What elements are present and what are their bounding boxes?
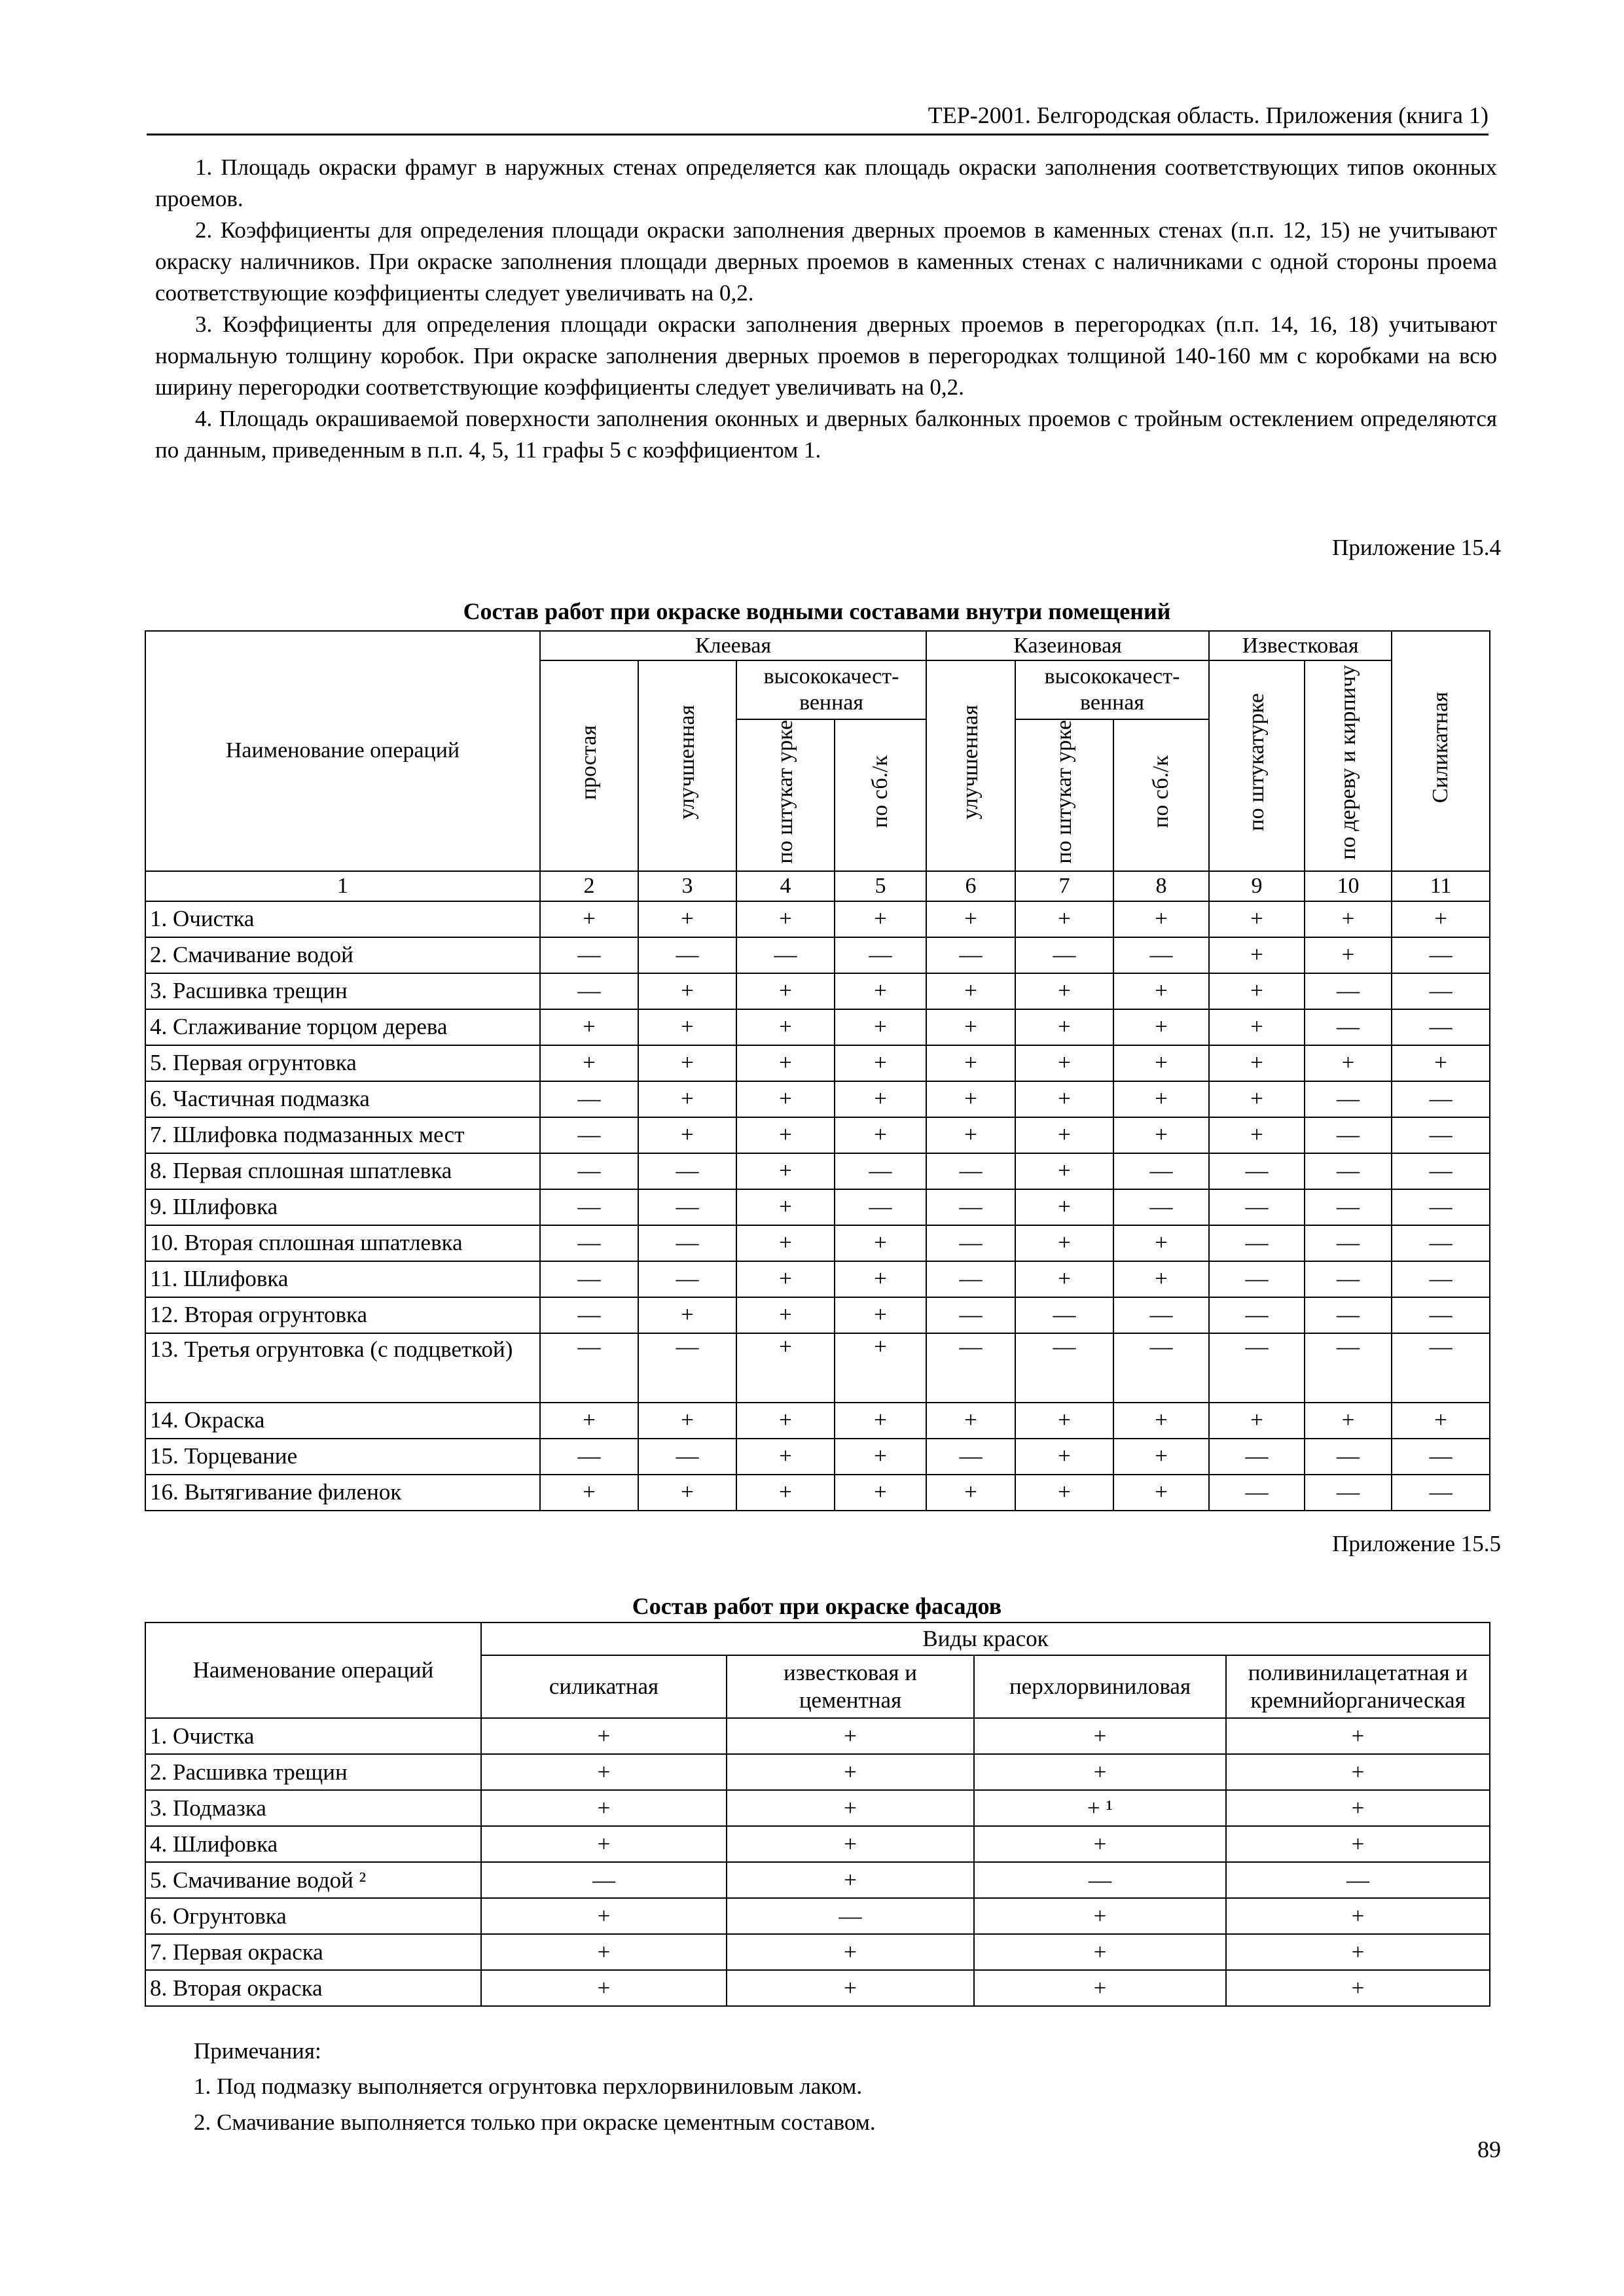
table-cell: + [727, 1790, 974, 1826]
table-cell: + [1113, 1117, 1209, 1153]
table-cell: + [1113, 1261, 1209, 1297]
col-number: 8 [1113, 871, 1209, 901]
footnotes-title: Примечания: [194, 2038, 321, 2064]
table-cell: + [1113, 1009, 1209, 1045]
table-cell: + [736, 1225, 835, 1261]
table-cell: — [1209, 1225, 1305, 1261]
table-cell: + [835, 1117, 926, 1153]
table-cell: + [540, 1009, 638, 1045]
appendix-label: Приложение 15.4 [1332, 535, 1501, 560]
table-cell: + [481, 1826, 727, 1862]
col-head-operation: Наименование операций [145, 631, 540, 871]
table-cell: + [736, 1333, 835, 1403]
col-number: 4 [736, 871, 835, 901]
table-cell: + [1015, 1261, 1113, 1297]
table-cell: + [1226, 1754, 1490, 1790]
operation-name: 2. Смачивание водой [145, 937, 540, 973]
operation-name: 4. Сглаживание торцом дерева [145, 1009, 540, 1045]
operation-name: 1. Очистка [145, 901, 540, 937]
table-cell: — [1392, 973, 1490, 1009]
col-head-silikat: Силикатная [1392, 631, 1490, 871]
table-row [145, 1261, 1490, 1297]
table-cell: + [835, 1045, 926, 1081]
table-cell: + [1305, 1045, 1392, 1081]
table-cell: — [540, 973, 638, 1009]
table-cell: — [1305, 1153, 1392, 1189]
table-cell: — [1392, 1475, 1490, 1511]
table-cell: — [1392, 1153, 1490, 1189]
table-cell: + [1113, 973, 1209, 1009]
table-row [145, 937, 1490, 973]
col-head-perhlor: перхлорвиниловая [974, 1655, 1226, 1718]
col-head-hq: высококачест-венная [1015, 660, 1209, 719]
table-cell: + [481, 1934, 727, 1970]
table-cell: + [1015, 1153, 1113, 1189]
table-cell: + [1209, 1045, 1305, 1081]
table-row [145, 1297, 1490, 1333]
col-number: 10 [1305, 871, 1392, 901]
operation-name: 3. Подмазка [145, 1790, 481, 1826]
table-cell: + [1226, 1826, 1490, 1862]
table-cell: — [1113, 1189, 1209, 1225]
table-cell: + [1392, 1403, 1490, 1439]
col-head-kazein: Казеиновая [926, 631, 1209, 660]
column-numbers-row [145, 871, 1490, 901]
col-head-silikat: силикатная [481, 1655, 727, 1718]
col-head-prostaya: простая [540, 660, 638, 871]
table-cell: + [1209, 973, 1305, 1009]
table-cell: + [1113, 901, 1209, 937]
col-number: 2 [540, 871, 638, 901]
table-cell: — [540, 1225, 638, 1261]
table-row [145, 1189, 1490, 1225]
table-cell: — [1305, 1081, 1392, 1117]
table-cell: + [835, 1403, 926, 1439]
table-row [145, 1898, 1490, 1934]
table-row [145, 1333, 1490, 1403]
table-cell: + [736, 1009, 835, 1045]
table-cell: + [1226, 1718, 1490, 1754]
table-cell: + [1226, 1934, 1490, 1970]
table-cell: + [638, 1117, 736, 1153]
table-row [145, 1790, 1490, 1826]
interior-works-table [145, 630, 1490, 1511]
table-cell: + [638, 1297, 736, 1333]
table-cell: + [1113, 1045, 1209, 1081]
col-number: 5 [835, 871, 926, 901]
table-cell: — [926, 1153, 1015, 1189]
table-cell: — [1209, 1333, 1305, 1403]
table-cell: — [926, 1225, 1015, 1261]
table-cell: — [1015, 1333, 1113, 1403]
table-cell: + [926, 1009, 1015, 1045]
operation-name: 1. Очистка [145, 1718, 481, 1754]
table-cell: — [1392, 1261, 1490, 1297]
col-head-operation: Наименование операций [145, 1623, 481, 1718]
page-number: 89 [1477, 2136, 1501, 2162]
table-cell: + [736, 1439, 835, 1475]
table-cell: — [1226, 1862, 1490, 1898]
table-row [145, 1439, 1490, 1475]
table-cell: + [736, 1261, 835, 1297]
col-head-izvest: Известковая [1209, 631, 1392, 660]
table-title: Состав работ при окраске водными составами внутри помещений [463, 598, 1171, 624]
table-cell: + [736, 1153, 835, 1189]
table-cell: + [727, 1754, 974, 1790]
table-cell: + [926, 973, 1015, 1009]
table-cell: + [481, 1790, 727, 1826]
table-cell: — [540, 1333, 638, 1403]
table-cell: + ¹ [974, 1790, 1226, 1826]
table-cell: — [540, 1189, 638, 1225]
table-cell: — [1392, 1081, 1490, 1117]
table-cell: + [1113, 1475, 1209, 1511]
col-head-uluch: улучшенная [926, 660, 1015, 871]
col-head-po-sbk: по сб./к [1113, 719, 1209, 871]
table-cell: — [926, 1333, 1015, 1403]
table-row [145, 1081, 1490, 1117]
table-row [145, 1153, 1490, 1189]
table-cell: + [1113, 1439, 1209, 1475]
table-cell: + [1226, 1970, 1490, 2006]
table-cell: + [835, 1333, 926, 1403]
table-cell: + [638, 1009, 736, 1045]
table-cell: + [736, 901, 835, 937]
table-cell: + [974, 1754, 1226, 1790]
col-number: 3 [638, 871, 736, 901]
table-cell: + [1113, 1081, 1209, 1117]
table-cell: + [1209, 1403, 1305, 1439]
table-cell: + [835, 1225, 926, 1261]
table-cell: — [638, 937, 736, 973]
table-cell: — [1305, 1189, 1392, 1225]
table-cell: — [1209, 1261, 1305, 1297]
operation-name: 8. Вторая окраска [145, 1970, 481, 2006]
table-cell: + [835, 973, 926, 1009]
table-cell: — [926, 1439, 1015, 1475]
operation-name: 7. Шлифовка подмазанных мест [145, 1117, 540, 1153]
table-cell: + [481, 1718, 727, 1754]
table-cell: — [540, 1297, 638, 1333]
appendix-label: Приложение 15.5 [1332, 1531, 1501, 1556]
col-head-po-derevu: по дереву и кирпичу [1305, 660, 1392, 871]
table-cell: + [926, 1475, 1015, 1511]
table-cell: — [540, 1117, 638, 1153]
table-cell: + [1015, 1403, 1113, 1439]
footnote: 2. Смачивание выполняется только при окраске цементным составом. [194, 2109, 876, 2135]
table-cell: + [1305, 901, 1392, 937]
table-cell: + [540, 1475, 638, 1511]
table-cell: + [1015, 1189, 1113, 1225]
table-cell: — [926, 1189, 1015, 1225]
operation-name: 5. Смачивание водой ² [145, 1862, 481, 1898]
table-cell: + [1015, 1117, 1113, 1153]
operation-name: 16. Вытягивание филенок [145, 1475, 540, 1511]
table-cell: + [1015, 1081, 1113, 1117]
operation-name: 6. Огрунтовка [145, 1898, 481, 1934]
table-cell: + [835, 1081, 926, 1117]
table-cell: + [835, 1261, 926, 1297]
table-cell: + [1015, 1045, 1113, 1081]
operation-name: 9. Шлифовка [145, 1189, 540, 1225]
operation-name: 12. Вторая огрунтовка [145, 1297, 540, 1333]
col-number: 1 [145, 871, 540, 901]
table-cell: — [1392, 1009, 1490, 1045]
col-head-po-sbk: по сб./к [835, 719, 926, 871]
table-cell: + [974, 1934, 1226, 1970]
table-cell: + [974, 1826, 1226, 1862]
operation-name: 2. Расшивка трещин [145, 1754, 481, 1790]
table-row [145, 973, 1490, 1009]
table-cell: + [1015, 901, 1113, 937]
table-row [145, 1754, 1490, 1790]
table-cell: + [974, 1718, 1226, 1754]
col-number: 9 [1209, 871, 1305, 901]
table-cell: + [736, 1403, 835, 1439]
table-cell: — [974, 1862, 1226, 1898]
table-cell: — [1392, 1225, 1490, 1261]
table-cell: — [926, 937, 1015, 973]
table-cell: — [1392, 1297, 1490, 1333]
table-cell: — [1113, 1153, 1209, 1189]
table-cell: — [1392, 1189, 1490, 1225]
col-head-po-shtuk: по штукат урке [736, 719, 835, 871]
table-cell: + [540, 1403, 638, 1439]
table-cell: + [974, 1898, 1226, 1934]
table-cell: + [1113, 1403, 1209, 1439]
table-cell: + [1209, 1081, 1305, 1117]
table-cell: — [1113, 1333, 1209, 1403]
table-title: Состав работ при окраске фасадов [632, 1593, 1002, 1619]
table-cell: — [540, 1153, 638, 1189]
table-cell: — [1392, 1439, 1490, 1475]
table-cell: — [540, 1439, 638, 1475]
table-cell: — [638, 1333, 736, 1403]
table-cell: + [727, 1862, 974, 1898]
table-cell: — [540, 937, 638, 973]
table-cell: + [1015, 1009, 1113, 1045]
table-cell: — [1305, 1261, 1392, 1297]
operation-name: 4. Шлифовка [145, 1826, 481, 1862]
table-cell: — [1209, 1475, 1305, 1511]
table-cell: + [1113, 1225, 1209, 1261]
table-cell: + [727, 1970, 974, 2006]
table-cell: + [974, 1970, 1226, 2006]
note-paragraph: 2. Коэффициенты для определения площади окраски заполнения дверных проемов в каменных стенах (п.п. 12, 15) не учитывают окраску наличников. При окраске заполнения площади дверных проемов в каменных стенах с наличниками с одной стороны проема соответствующие коэффициенты следует увеличивать на 0,2. [155, 217, 1497, 306]
table-cell: — [835, 1189, 926, 1225]
table-cell: + [727, 1934, 974, 1970]
table-cell: + [1226, 1898, 1490, 1934]
table-cell: + [835, 1297, 926, 1333]
table-cell: + [1305, 1403, 1392, 1439]
table-cell: — [1209, 1189, 1305, 1225]
table-cell: + [727, 1826, 974, 1862]
table-cell: — [1015, 937, 1113, 973]
note-paragraph: 1. Площадь окраски фрамуг в наружных стенах определяется как площадь окраски заполнения соответствующих типов оконных проемов. [155, 154, 1497, 211]
col-head-uluch: улучшенная [638, 660, 736, 871]
table-row [145, 1475, 1490, 1511]
table-cell: + [540, 901, 638, 937]
table-row [145, 901, 1490, 937]
table-cell: + [1226, 1790, 1490, 1826]
table-row [145, 1970, 1490, 2006]
table-cell: + [638, 1045, 736, 1081]
table-row [145, 1826, 1490, 1862]
running-header: ТЕР-2001. Белгородская область. Приложения (книга 1) [147, 97, 1489, 135]
table-cell: + [638, 1475, 736, 1511]
table-cell: + [638, 1081, 736, 1117]
table-row [145, 1718, 1490, 1754]
table-cell: + [1209, 937, 1305, 973]
table-cell: — [1305, 1009, 1392, 1045]
table-cell: + [1392, 901, 1490, 937]
table-cell: + [926, 1081, 1015, 1117]
table-row [145, 1225, 1490, 1261]
table-cell: + [926, 901, 1015, 937]
table-cell: — [1113, 937, 1209, 973]
table-cell: + [638, 901, 736, 937]
table-cell: — [1209, 1153, 1305, 1189]
table-cell: — [1015, 1297, 1113, 1333]
operation-name: 5. Первая огрунтовка [145, 1045, 540, 1081]
col-number: 6 [926, 871, 1015, 901]
table-cell: — [835, 937, 926, 973]
table-cell: — [481, 1862, 727, 1898]
table-cell: + [736, 1189, 835, 1225]
col-head-paint-types: Виды красок [481, 1623, 1490, 1655]
table-cell: + [481, 1970, 727, 2006]
table-cell: + [835, 1009, 926, 1045]
table-cell: + [1015, 1475, 1113, 1511]
table-cell: — [1305, 1475, 1392, 1511]
table-cell: + [926, 1117, 1015, 1153]
operation-name: 7. Первая окраска [145, 1934, 481, 1970]
table-cell: — [638, 1153, 736, 1189]
table-cell: — [540, 1261, 638, 1297]
table-cell: — [1113, 1297, 1209, 1333]
table-cell: + [1015, 973, 1113, 1009]
col-head-po-shtukaturke: по штукатурке [1209, 660, 1305, 871]
table-cell: — [1305, 1439, 1392, 1475]
table-row [145, 1934, 1490, 1970]
table-cell: + [835, 1439, 926, 1475]
note-paragraph: 3. Коэффициенты для определения площади окраски заполнения дверных проемов в перегородках (п.п. 14, 16, 18) учитывают нормальную толщину коробок. При окраске заполнения дверных проемов в перегородках толщиной 140-160 мм с коробками на всю ширину перегородки соответствующие коэффициенты следует увеличивать на 0,2. [155, 312, 1497, 400]
table-row [145, 1403, 1490, 1439]
operation-name: 10. Вторая сплошная шпатлевка [145, 1225, 540, 1261]
table-cell: — [1305, 1225, 1392, 1261]
table-cell: + [638, 1403, 736, 1439]
table-cell: + [736, 1117, 835, 1153]
table-row [145, 1862, 1490, 1898]
col-head-hq: высококачест-венная [736, 660, 926, 719]
table-cell: + [481, 1754, 727, 1790]
table-cell: + [1209, 1009, 1305, 1045]
operation-name: 11. Шлифовка [145, 1261, 540, 1297]
table-cell: + [1305, 937, 1392, 973]
table-cell: + [1209, 1117, 1305, 1153]
table-cell: + [638, 973, 736, 1009]
table-cell: — [926, 1261, 1015, 1297]
table-cell: + [736, 1045, 835, 1081]
table-cell: — [638, 1189, 736, 1225]
table-cell: — [1209, 1439, 1305, 1475]
table-cell: — [638, 1261, 736, 1297]
footnote: 1. Под подмазку выполняется огрунтовка перхлорвиниловым лаком. [194, 2073, 863, 2099]
operation-name: 6. Частичная подмазка [145, 1081, 540, 1117]
table-cell: — [736, 937, 835, 973]
operation-name: 15. Торцевание [145, 1439, 540, 1475]
table-cell: + [926, 1403, 1015, 1439]
notes-block [155, 152, 1497, 466]
table-cell: + [1015, 1225, 1113, 1261]
table-cell: — [540, 1081, 638, 1117]
table-cell: + [481, 1898, 727, 1934]
facade-works-table [145, 1622, 1490, 2007]
table-cell: — [835, 1153, 926, 1189]
col-head-izvest-cement: известковая и цементная [727, 1655, 974, 1718]
table-cell: + [736, 1081, 835, 1117]
table-row [145, 1045, 1490, 1081]
table-cell: + [1209, 901, 1305, 937]
table-row [145, 1009, 1490, 1045]
table-cell: + [736, 1297, 835, 1333]
operation-name: 14. Окраска [145, 1403, 540, 1439]
operation-name: 3. Расшивка трещин [145, 973, 540, 1009]
table-cell: — [1392, 1333, 1490, 1403]
table-cell: — [1209, 1297, 1305, 1333]
table-cell: + [1392, 1045, 1490, 1081]
table-cell: — [638, 1225, 736, 1261]
table-cell: + [727, 1718, 974, 1754]
operation-name: 13. Третья огрунтовка (с подцветкой) [145, 1333, 540, 1403]
col-number: 11 [1392, 871, 1490, 901]
col-number: 7 [1015, 871, 1113, 901]
table-cell: — [1305, 1297, 1392, 1333]
table-cell: — [1392, 1117, 1490, 1153]
table-row [145, 1117, 1490, 1153]
table-cell: — [926, 1297, 1015, 1333]
table-cell: — [638, 1439, 736, 1475]
table-cell: + [736, 973, 835, 1009]
table-cell: + [1015, 1439, 1113, 1475]
table-cell: + [835, 1475, 926, 1511]
table-cell: — [1305, 1333, 1392, 1403]
note-paragraph: 4. Площадь окрашиваемой поверхности заполнения оконных и дверных балконных проемов с тройным остеклением определяются по данным, приведенным в п.п. 4, 5, 11 графы 5 с коэффициентом 1. [155, 406, 1497, 463]
table-cell: — [1305, 1117, 1392, 1153]
table-cell: + [835, 901, 926, 937]
col-head-polivinil: поливинилацетатная и кремнийорганическая [1226, 1655, 1490, 1718]
table-cell: — [727, 1898, 974, 1934]
col-head-kleevaya: Клеевая [540, 631, 926, 660]
operation-name: 8. Первая сплошная шпатлевка [145, 1153, 540, 1189]
table-cell: + [540, 1045, 638, 1081]
table-cell: — [1305, 973, 1392, 1009]
col-head-po-shtuk: по штукат урке [1015, 719, 1113, 871]
table-cell: + [926, 1045, 1015, 1081]
table-cell: — [1392, 937, 1490, 973]
table-cell: + [736, 1475, 835, 1511]
